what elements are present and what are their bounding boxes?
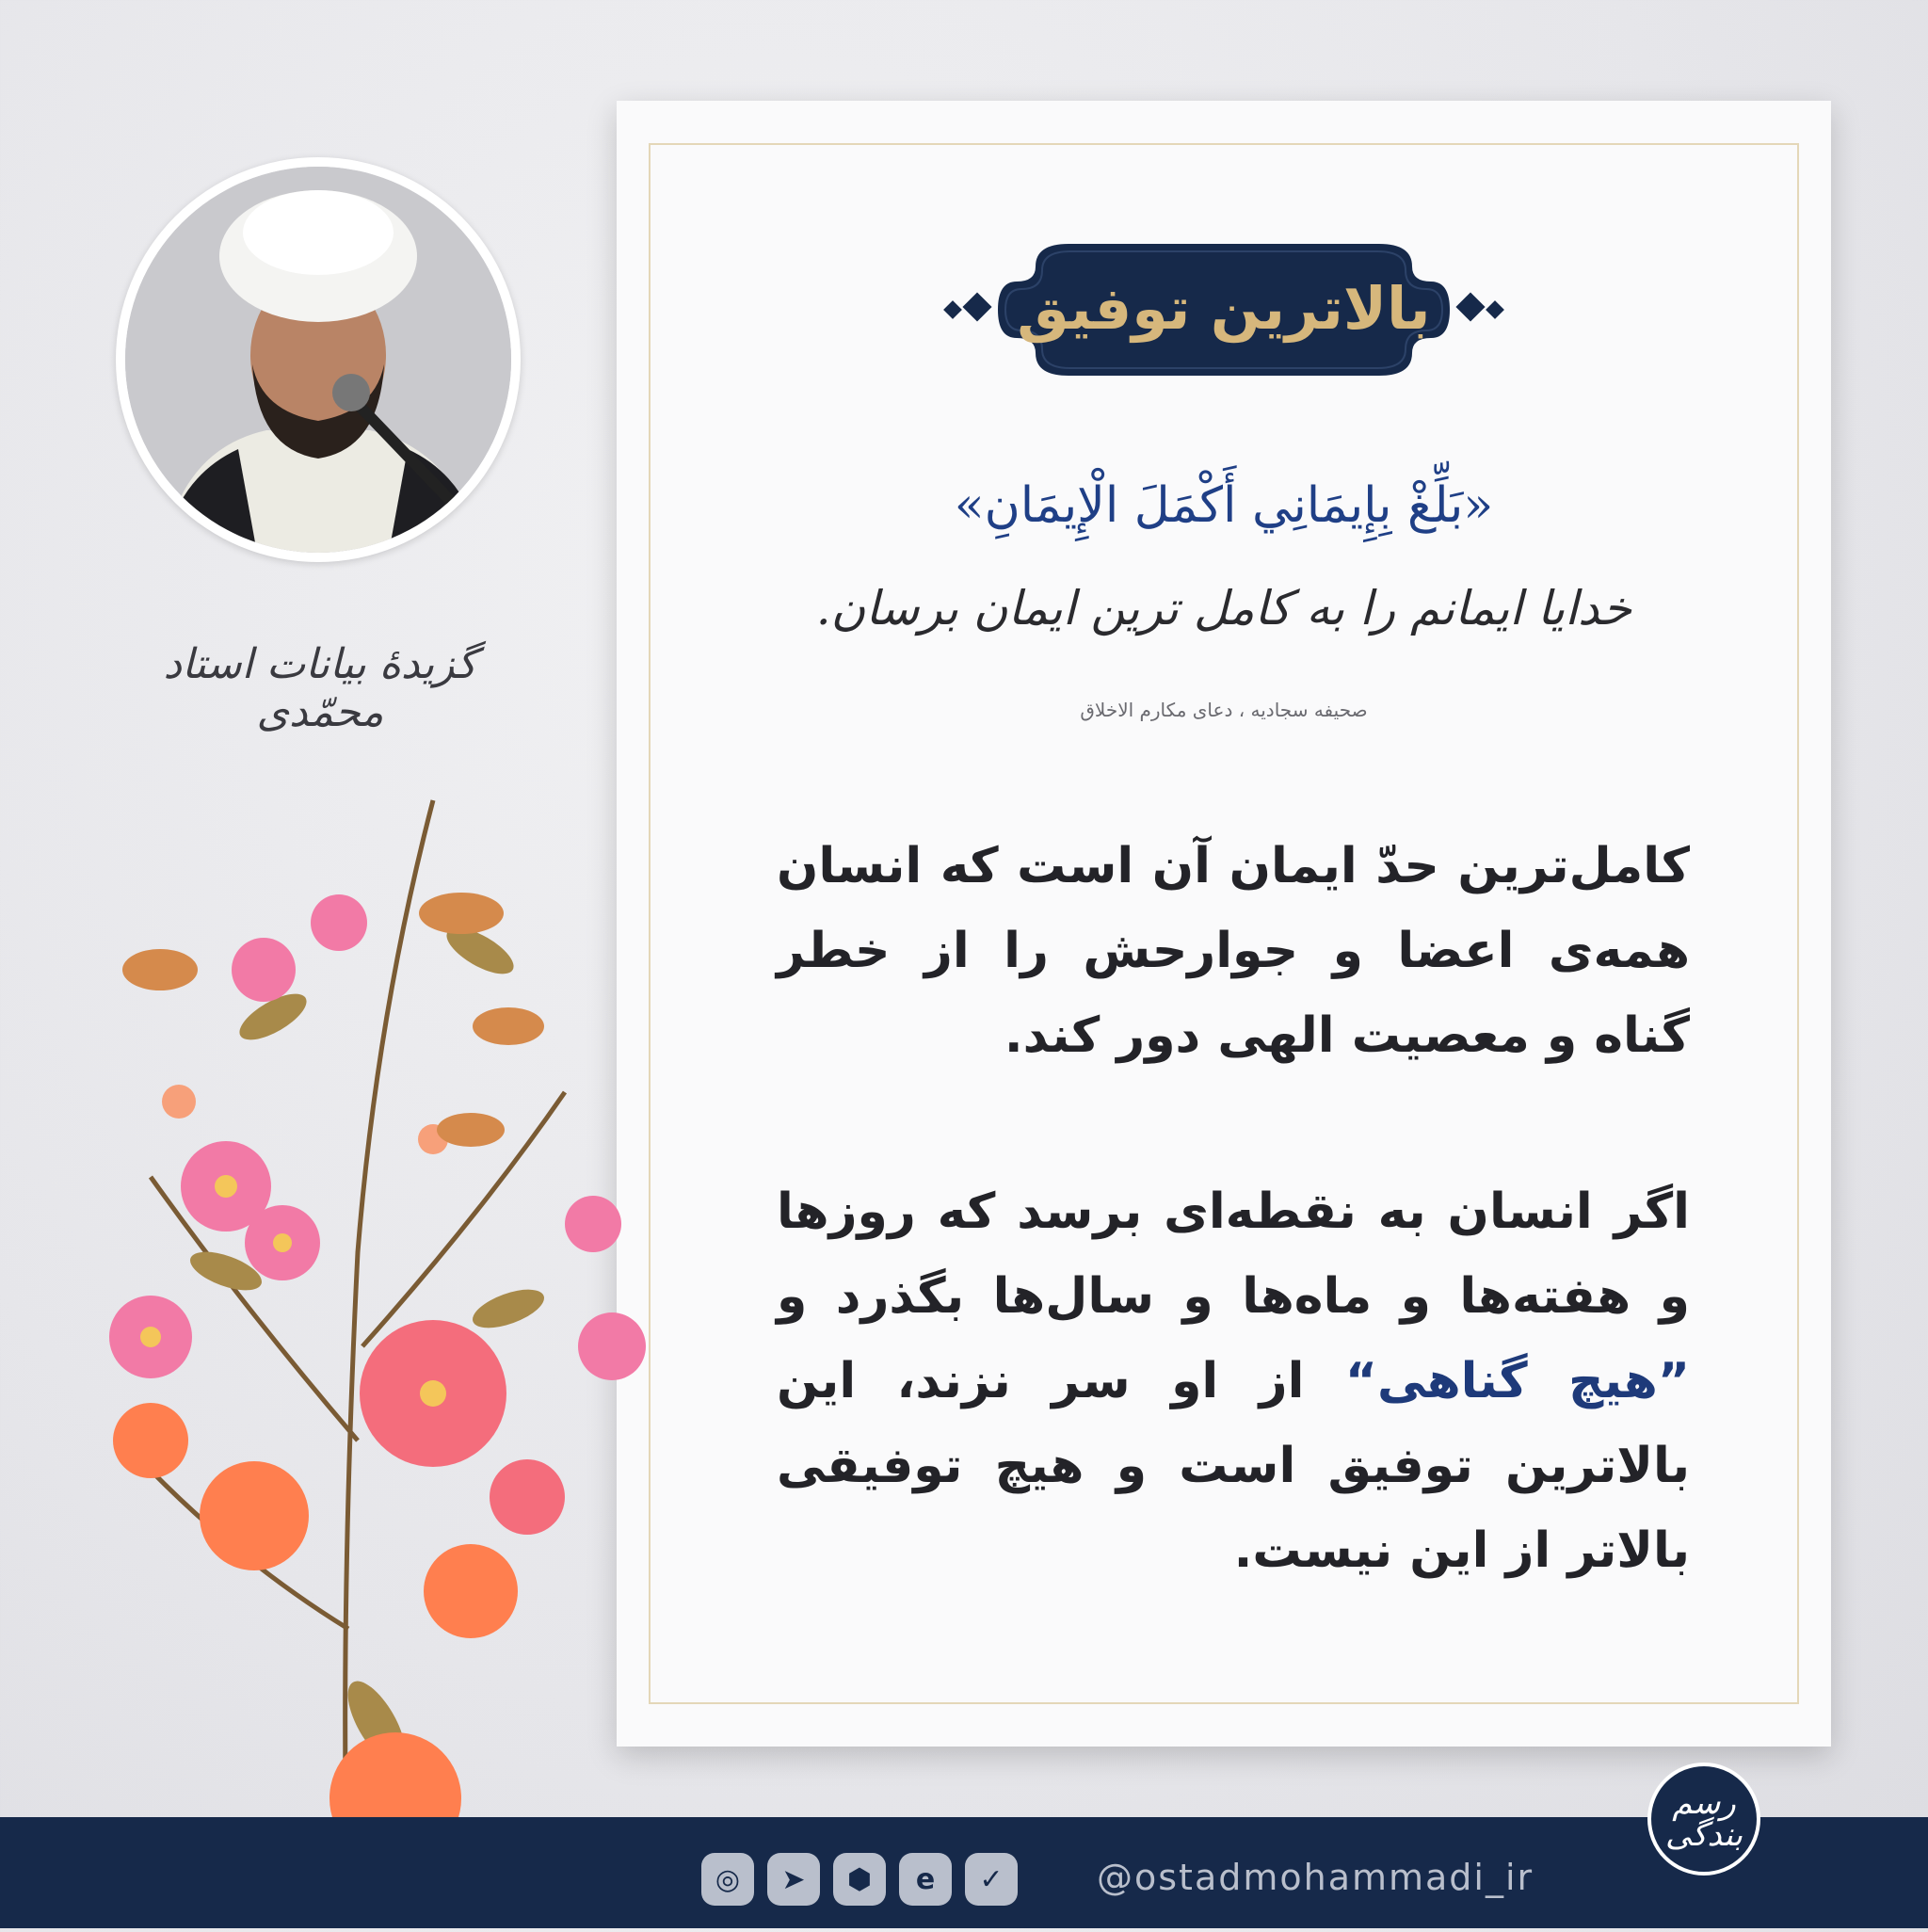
content-card [617, 101, 1831, 1747]
speaker-portrait [116, 157, 521, 562]
social-handle[interactable]: @ostadmohammadi_ir [1097, 1857, 1534, 1898]
cube-icon[interactable]: ⬢ [833, 1853, 886, 1906]
paragraph-2 [777, 1169, 1690, 1593]
brand-logo: رسم بندگی [1647, 1763, 1760, 1876]
quote-source: صحیفه سجادیه ، دعای مکارم الاخلاق [1080, 699, 1368, 721]
portrait-image [125, 167, 511, 553]
page-title: بالاترین توفیق [1017, 274, 1431, 343]
telegram-icon[interactable]: ➤ [767, 1853, 820, 1906]
instagram-icon[interactable]: ◎ [701, 1853, 754, 1906]
quote-translation: خدایا ایمانم را به کامل ترین ایمان برسان. [815, 581, 1632, 636]
title-plate [937, 238, 1511, 381]
paragraph-2-end: از او سر نزند، این بالاترین توفیق است و هیچ توفیقی بالاتر از این نیست. [777, 1353, 1690, 1579]
paragraph-2-start: اگر انسان به نقطه‌ای برسد که روزها و هفته‌ها و ماه‌ها و سال‌ها بگذرد و [777, 1183, 1690, 1325]
floral-decoration [38, 781, 715, 1928]
check-icon[interactable]: ✓ [965, 1853, 1018, 1906]
arabic-quote: «بَلِّغْ بِإِيمَانِي أَكْمَلَ الْإِيمَانِ» [954, 477, 1494, 534]
footer-bar [0, 1817, 1928, 1928]
paragraph-2-highlight: ”هیچ گناهی“ [1344, 1353, 1690, 1409]
paragraph-1: کامل‌ترین حدّ ایمان آن است که انسان همه‌ی اعضا و جوارحش را از خطر گناه و معصیت الهی دور کند. [777, 838, 1690, 1064]
eitaa-icon[interactable]: e [899, 1853, 952, 1906]
portrait-caption: گزیدهٔ بیانات استاد محمّدی [163, 640, 477, 736]
